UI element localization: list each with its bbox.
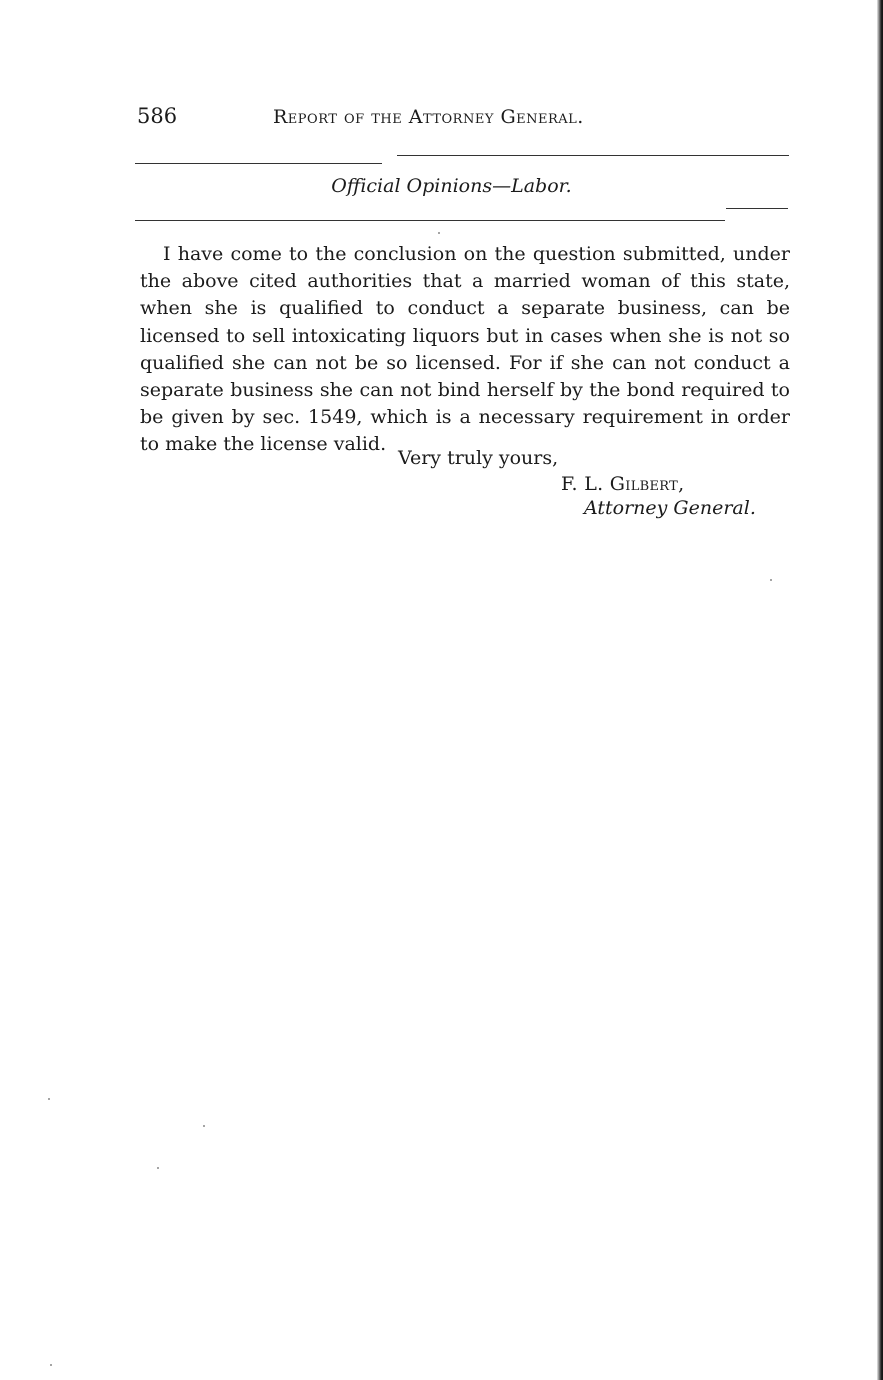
paper-speck bbox=[203, 1125, 205, 1127]
page-number: 586 bbox=[137, 104, 178, 128]
paper-speck bbox=[770, 579, 772, 581]
running-head: Report of the Attorney General. bbox=[273, 106, 584, 128]
paper-speck bbox=[48, 1098, 50, 1100]
paper-speck bbox=[157, 1167, 159, 1169]
paper-speck bbox=[50, 1364, 52, 1366]
section-title: Official Opinions—Labor. bbox=[331, 175, 572, 197]
bottom-rule-left bbox=[135, 220, 725, 221]
top-rule-left bbox=[135, 163, 382, 164]
letter-body: I have come to the conclusion on the question submitted, under the above cited authorities that a married woman of this state, when she is qualified to conduct a separate business, can be licensed to sell intoxicating liquors but in cases when she is not so qualified she can not be so licensed. For if she can not conduct a separate business she can not bind herself by the bond required to be given by sec. 1549, which is a necessary requirement in order to make the license valid. bbox=[140, 243, 790, 456]
signer-name: F. L. Gilbert, bbox=[561, 473, 685, 495]
top-rule-right bbox=[397, 155, 789, 156]
page-edge-shadow bbox=[877, 0, 883, 1380]
paper-speck bbox=[438, 232, 440, 234]
signer-title: Attorney General. bbox=[584, 497, 756, 519]
closing-salutation: Very truly yours, bbox=[398, 447, 559, 469]
bottom-rule-right bbox=[726, 208, 788, 209]
